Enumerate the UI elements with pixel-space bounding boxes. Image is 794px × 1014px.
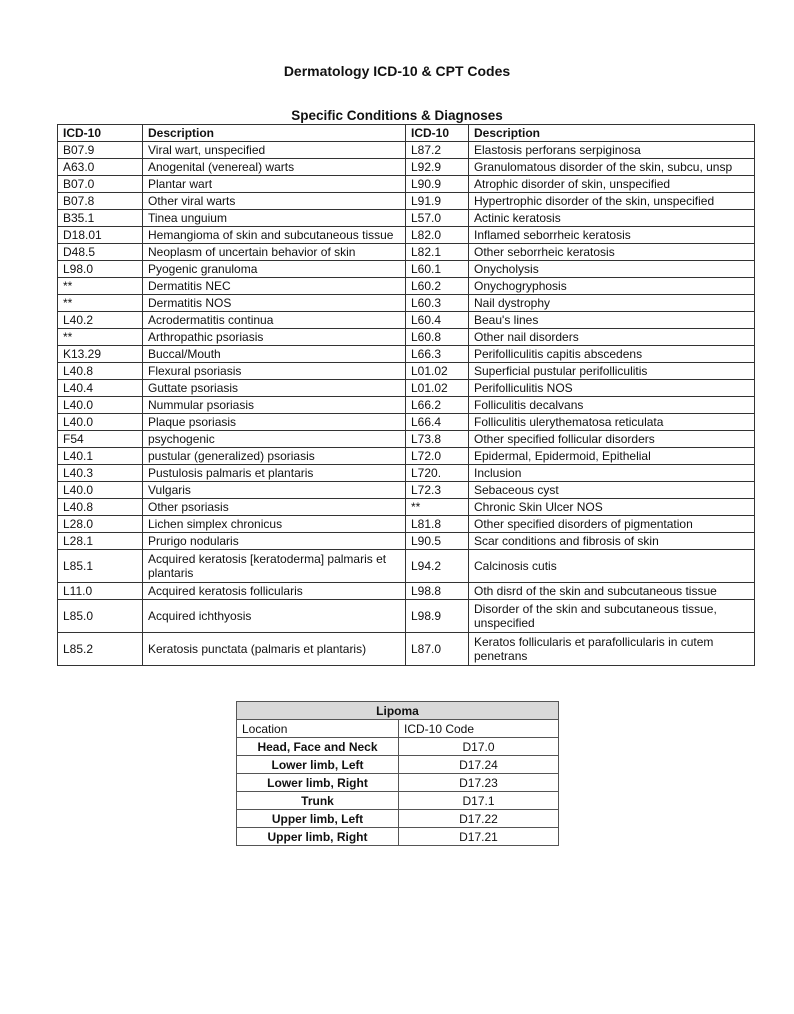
table-row: [58, 380, 755, 397]
icd10-code-cell: L60.1: [406, 261, 469, 278]
icd10-code-cell: L90.9: [406, 176, 469, 193]
icd10-code-cell: L40.0: [58, 397, 143, 414]
description-cell: Other specified disorders of pigmentation: [469, 516, 755, 533]
icd10-code-cell: B07.8: [58, 193, 143, 210]
icd10-code-cell: L40.0: [58, 414, 143, 431]
description-cell: Acquired ichthyosis: [143, 600, 406, 633]
description-cell: Acquired keratosis [keratoderma] palmaris et plantaris: [143, 550, 406, 583]
icd10-code-cell: L82.0: [406, 227, 469, 244]
lipoma-row: [237, 828, 559, 846]
description-cell: Superficial pustular perifolliculitis: [469, 363, 755, 380]
description-cell: Plaque psoriasis: [143, 414, 406, 431]
icd10-code-cell: L28.0: [58, 516, 143, 533]
table-row: [58, 431, 755, 448]
icd10-code-cell: L40.4: [58, 380, 143, 397]
table-row: [58, 482, 755, 499]
lipoma-location-cell: Upper limb, Left: [237, 810, 399, 828]
icd10-code-cell: L98.9: [406, 600, 469, 633]
table-row: [58, 312, 755, 329]
lipoma-code-cell: D17.1: [399, 792, 559, 810]
lipoma-row: [237, 756, 559, 774]
icd10-code-cell: L66.3: [406, 346, 469, 363]
lipoma-caption-row: [237, 702, 559, 720]
table-row: [58, 329, 755, 346]
icd10-code-cell: L81.8: [406, 516, 469, 533]
icd10-code-cell: L92.9: [406, 159, 469, 176]
table-row: [58, 176, 755, 193]
description-cell: Disorder of the skin and subcutaneous tissue, unspecified: [469, 600, 755, 633]
icd10-code-cell: L57.0: [406, 210, 469, 227]
icd10-code-cell: L82.1: [406, 244, 469, 261]
icd10-code-cell: L60.3: [406, 295, 469, 312]
icd10-code-cell: L01.02: [406, 363, 469, 380]
conditions-table: [57, 124, 755, 666]
table-row: [58, 193, 755, 210]
lipoma-code-cell: D17.22: [399, 810, 559, 828]
icd10-code-cell: L40.8: [58, 499, 143, 516]
description-cell: Nail dystrophy: [469, 295, 755, 312]
description-cell: Other specified follicular disorders: [469, 431, 755, 448]
description-cell: Calcinosis cutis: [469, 550, 755, 583]
description-cell: Dermatitis NOS: [143, 295, 406, 312]
description-cell: Granulomatous disorder of the skin, subcu, unsp: [469, 159, 755, 176]
description-cell: Pyogenic granuloma: [143, 261, 406, 278]
table-row: [58, 533, 755, 550]
lipoma-code-cell: D17.21: [399, 828, 559, 846]
icd10-code-cell: L66.4: [406, 414, 469, 431]
icd10-code-cell: L85.0: [58, 600, 143, 633]
icd10-code-cell: L87.0: [406, 633, 469, 666]
table-row: [58, 414, 755, 431]
icd10-code-cell: **: [58, 329, 143, 346]
lipoma-table: [236, 701, 559, 846]
icd10-code-cell: B07.9: [58, 142, 143, 159]
description-cell: Other nail disorders: [469, 329, 755, 346]
table-row: [58, 448, 755, 465]
description-cell: Onychogryphosis: [469, 278, 755, 295]
description-cell: Nummular psoriasis: [143, 397, 406, 414]
lipoma-location-cell: Lower limb, Left: [237, 756, 399, 774]
table-row: [58, 346, 755, 363]
description-cell: Guttate psoriasis: [143, 380, 406, 397]
table-row: [58, 600, 755, 633]
lipoma-code-cell: D17.23: [399, 774, 559, 792]
lipoma-caption: Lipoma: [237, 702, 559, 720]
icd10-code-cell: L72.0: [406, 448, 469, 465]
lipoma-location-cell: Trunk: [237, 792, 399, 810]
description-cell: Elastosis perforans serpiginosa: [469, 142, 755, 159]
table-row: [58, 244, 755, 261]
description-cell: Dermatitis NEC: [143, 278, 406, 295]
icd10-code-cell: L98.0: [58, 261, 143, 278]
icd10-code-cell: L40.8: [58, 363, 143, 380]
description-cell: Keratosis punctata (palmaris et plantaris): [143, 633, 406, 666]
description-cell: Chronic Skin Ulcer NOS: [469, 499, 755, 516]
icd10-code-cell: L73.8: [406, 431, 469, 448]
description-cell: Folliculitis ulerythematosa reticulata: [469, 414, 755, 431]
table-row: [58, 633, 755, 666]
description-cell: Other seborrheic keratosis: [469, 244, 755, 261]
icd10-code-cell: L60.4: [406, 312, 469, 329]
icd10-code-cell: L11.0: [58, 583, 143, 600]
description-cell: pustular (generalized) psoriasis: [143, 448, 406, 465]
header-location: Location: [237, 720, 399, 738]
header-icd10-right: ICD-10: [406, 125, 469, 142]
description-cell: Arthropathic psoriasis: [143, 329, 406, 346]
description-cell: Perifolliculitis NOS: [469, 380, 755, 397]
table-row: [58, 159, 755, 176]
lipoma-row: [237, 810, 559, 828]
section-title: Specific Conditions & Diagnoses: [291, 108, 503, 123]
lipoma-location-cell: Lower limb, Right: [237, 774, 399, 792]
table-row: [58, 583, 755, 600]
description-cell: Acquired keratosis follicularis: [143, 583, 406, 600]
lipoma-location-cell: Head, Face and Neck: [237, 738, 399, 756]
table-row: [58, 465, 755, 482]
header-description-right: Description: [469, 125, 755, 142]
lipoma-location-cell: Upper limb, Right: [237, 828, 399, 846]
icd10-code-cell: D18.01: [58, 227, 143, 244]
description-cell: Tinea unguium: [143, 210, 406, 227]
description-cell: Plantar wart: [143, 176, 406, 193]
icd10-code-cell: **: [58, 295, 143, 312]
lipoma-row: [237, 774, 559, 792]
document-title: Dermatology ICD-10 & CPT Codes: [283, 63, 511, 79]
table-row: [58, 227, 755, 244]
description-cell: Atrophic disorder of skin, unspecified: [469, 176, 755, 193]
description-cell: Sebaceous cyst: [469, 482, 755, 499]
lipoma-row: [237, 738, 559, 756]
description-cell: Viral wart, unspecified: [143, 142, 406, 159]
description-cell: Hypertrophic disorder of the skin, unspecified: [469, 193, 755, 210]
icd10-code-cell: L98.8: [406, 583, 469, 600]
description-cell: Prurigo nodularis: [143, 533, 406, 550]
icd10-code-cell: L87.2: [406, 142, 469, 159]
description-cell: Scar conditions and fibrosis of skin: [469, 533, 755, 550]
icd10-code-cell: L720.: [406, 465, 469, 482]
icd10-code-cell: B07.0: [58, 176, 143, 193]
icd10-code-cell: L40.1: [58, 448, 143, 465]
icd10-code-cell: L94.2: [406, 550, 469, 583]
table-row: [58, 550, 755, 583]
icd10-code-cell: L85.1: [58, 550, 143, 583]
description-cell: Oth disrd of the skin and subcutaneous tissue: [469, 583, 755, 600]
table-row: [58, 499, 755, 516]
icd10-code-cell: **: [406, 499, 469, 516]
icd10-code-cell: D48.5: [58, 244, 143, 261]
description-cell: Perifolliculitis capitis abscedens: [469, 346, 755, 363]
description-cell: Neoplasm of uncertain behavior of skin: [143, 244, 406, 261]
icd10-code-cell: L72.3: [406, 482, 469, 499]
table-row: [58, 142, 755, 159]
description-cell: Inflamed seborrheic keratosis: [469, 227, 755, 244]
lipoma-code-cell: D17.0: [399, 738, 559, 756]
icd10-code-cell: L60.8: [406, 329, 469, 346]
description-cell: Hemangioma of skin and subcutaneous tissue: [143, 227, 406, 244]
description-cell: Keratos follicularis et parafollicularis in cutem penetrans: [469, 633, 755, 666]
description-cell: Anogenital (venereal) warts: [143, 159, 406, 176]
icd10-code-cell: L28.1: [58, 533, 143, 550]
icd10-code-cell: B35.1: [58, 210, 143, 227]
icd10-code-cell: A63.0: [58, 159, 143, 176]
icd10-code-cell: L40.0: [58, 482, 143, 499]
lipoma-header-row: [237, 720, 559, 738]
header-icd10-left: ICD-10: [58, 125, 143, 142]
header-icd10-code: ICD-10 Code: [399, 720, 559, 738]
description-cell: Flexural psoriasis: [143, 363, 406, 380]
icd10-code-cell: K13.29: [58, 346, 143, 363]
table-row: [58, 210, 755, 227]
table-row: [58, 363, 755, 380]
table-row: [58, 295, 755, 312]
icd10-code-cell: L01.02: [406, 380, 469, 397]
lipoma-code-cell: D17.24: [399, 756, 559, 774]
icd10-code-cell: L85.2: [58, 633, 143, 666]
description-cell: Inclusion: [469, 465, 755, 482]
icd10-code-cell: L60.2: [406, 278, 469, 295]
description-cell: psychogenic: [143, 431, 406, 448]
table-row: [58, 261, 755, 278]
icd10-code-cell: **: [58, 278, 143, 295]
description-cell: Onycholysis: [469, 261, 755, 278]
description-cell: Beau's lines: [469, 312, 755, 329]
description-cell: Epidermal, Epidermoid, Epithelial: [469, 448, 755, 465]
table-row: [58, 516, 755, 533]
icd10-code-cell: L91.9: [406, 193, 469, 210]
table-header-row: [58, 125, 755, 142]
table-row: [58, 397, 755, 414]
description-cell: Other viral warts: [143, 193, 406, 210]
icd10-code-cell: L40.3: [58, 465, 143, 482]
description-cell: Actinic keratosis: [469, 210, 755, 227]
icd10-code-cell: F54: [58, 431, 143, 448]
icd10-code-cell: L40.2: [58, 312, 143, 329]
description-cell: Acrodermatitis continua: [143, 312, 406, 329]
table-row: [58, 278, 755, 295]
lipoma-row: [237, 792, 559, 810]
header-description-left: Description: [143, 125, 406, 142]
description-cell: Buccal/Mouth: [143, 346, 406, 363]
description-cell: Other psoriasis: [143, 499, 406, 516]
description-cell: Folliculitis decalvans: [469, 397, 755, 414]
description-cell: Vulgaris: [143, 482, 406, 499]
description-cell: Pustulosis palmaris et plantaris: [143, 465, 406, 482]
icd10-code-cell: L66.2: [406, 397, 469, 414]
description-cell: Lichen simplex chronicus: [143, 516, 406, 533]
icd10-code-cell: L90.5: [406, 533, 469, 550]
